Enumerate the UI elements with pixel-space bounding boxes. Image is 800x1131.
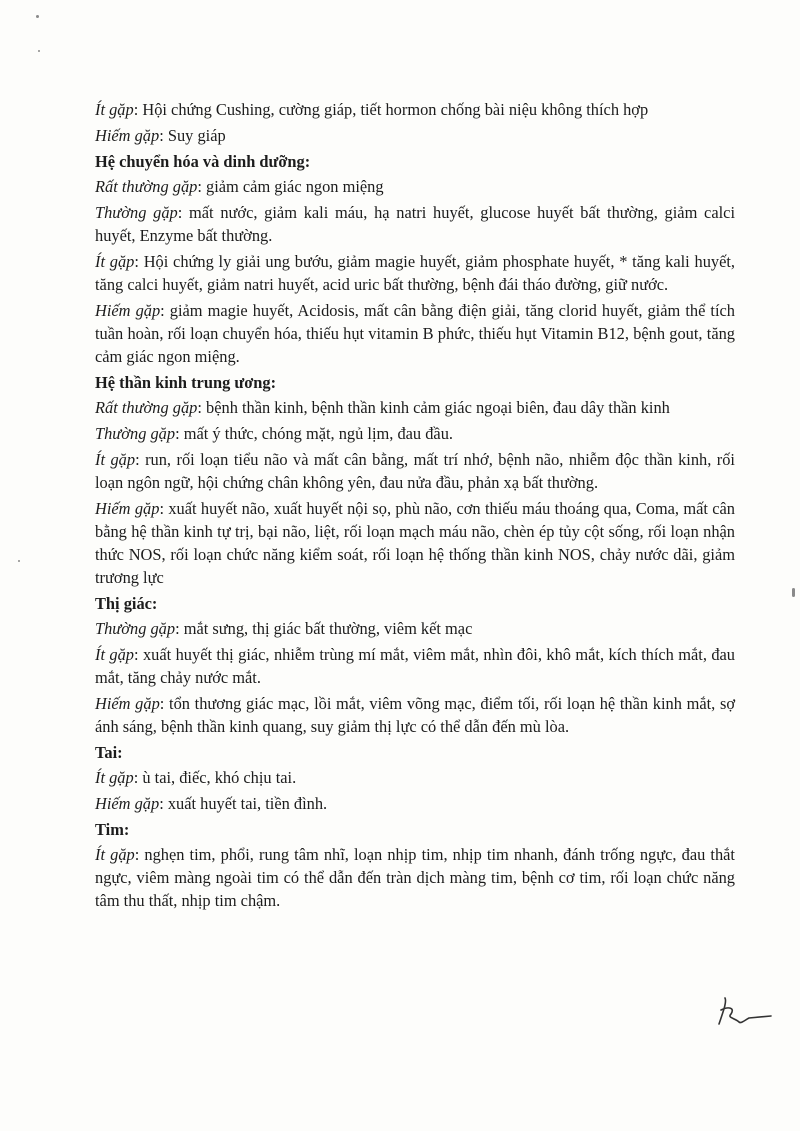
entry xyxy=(95,396,735,419)
entry-text: : giảm cảm giác ngon miệng xyxy=(197,177,384,196)
frequency-label: Ít gặp xyxy=(95,100,134,119)
entry-text: : run, rối loạn tiểu não và mất cân bằng, mất trí nhớ, bệnh não, nhiễm độc thần kinh, rối loạn ngôn ngữ, hội chứng chân không yên, đau nửa đầu, phản xạ bất thường. xyxy=(95,450,735,492)
entry xyxy=(95,250,735,296)
entry xyxy=(95,766,735,789)
entry xyxy=(95,617,735,640)
entry xyxy=(95,201,735,247)
entry-text: : ù tai, điếc, khó chịu tai. xyxy=(133,768,297,787)
section-heading: Hệ chuyển hóa và dinh dưỡng: xyxy=(95,152,311,171)
entry-text: : Hội chứng Cushing, cường giáp, tiết hormon chống bài niệu không thích hợp xyxy=(133,100,649,119)
entry xyxy=(95,643,735,689)
entry xyxy=(95,692,735,738)
frequency-label: Ít gặp xyxy=(95,450,136,469)
frequency-label: Ít gặp xyxy=(95,768,134,787)
section-heart xyxy=(95,818,735,912)
entry xyxy=(95,843,735,912)
entry-text: : mất ý thức, chóng mặt, ngủ lịm, đau đầu. xyxy=(175,424,453,443)
entry-text: : xuất huyết tai, tiền đình. xyxy=(159,794,328,813)
entry xyxy=(95,98,735,121)
scan-speck xyxy=(36,15,39,18)
entry-text: : tổn thương giác mạc, lồi mắt, viêm võng mạc, điểm tối, rối loạn hệ thần kinh mắt, sợ ánh sáng, bệnh thần kinh quang, suy giảm thị lực có thể dẫn đến mù lòa. xyxy=(95,694,736,736)
frequency-label: Hiếm gặp xyxy=(95,301,161,320)
entry-text: : mắt sưng, thị giác bất thường, viêm kết mạc xyxy=(175,619,473,638)
document-page xyxy=(95,98,735,915)
frequency-label: Ít gặp xyxy=(95,645,135,664)
entry xyxy=(95,124,735,147)
entry xyxy=(95,422,735,445)
entry-text: : xuất huyết thị giác, nhiễm trùng mí mắt, viêm mắt, nhìn đôi, khô mắt, kích thích mắt, đau mắt, tăng chảy nước mắt. xyxy=(95,645,735,687)
frequency-label: Thường gặp xyxy=(95,424,176,443)
frequency-label: Thường gặp xyxy=(95,619,176,638)
section-endocrine-continued xyxy=(95,98,735,147)
entry-text: : Hội chứng ly giải ung bướu, giảm magie huyết, giảm phosphate huyết, * tăng kali huyết, tăng calci huyết, giảm natri huyết, acid uric bất thường, bệnh đái tháo đường, giữ nước. xyxy=(95,252,736,294)
entry-text: : nghẹn tim, phổi, rung tâm nhĩ, loạn nhịp tim, nhịp tim nhanh, đánh trống ngực, đau thắt ngực, viêm màng ngoài tim có thể dẫn đến tràn dịch màng tim, bệnh cơ tim, rối loạn chức năng tâm thu thất, nhịp tim chậm. xyxy=(95,845,735,910)
section-vision xyxy=(95,592,735,738)
frequency-label: Hiếm gặp xyxy=(95,499,160,518)
frequency-label: Hiếm gặp xyxy=(95,694,160,713)
entry-text: : bệnh thần kinh, bệnh thần kinh cảm giác ngoại biên, đau dây thần kinh xyxy=(197,398,670,417)
frequency-label: Rất thường gặp xyxy=(95,177,198,196)
frequency-label: Ít gặp xyxy=(95,845,135,864)
section-heading: Hệ thần kinh trung ương: xyxy=(95,373,277,392)
entry-text: : Suy giáp xyxy=(159,126,226,145)
frequency-label: Hiếm gặp xyxy=(95,126,160,145)
frequency-label: Rất thường gặp xyxy=(95,398,198,417)
entry-text: : mất nước, giảm kali máu, hạ natri huyết, glucose huyết bất thường, giảm calci huyết, Enzyme bất thường. xyxy=(95,203,735,245)
entry-text: : giảm magie huyết, Acidosis, mất cân bằng điện giải, tăng clorid huyết, giảm thể tích tuần hoàn, rối loạn chuyển hóa, thiếu hụt vitamin B phức, thiếu hụt Vitamin B12, bệnh gout, tăng cảm giác ngon miệng. xyxy=(95,301,735,366)
entry xyxy=(95,497,735,589)
entry xyxy=(95,175,735,198)
section-heading: Thị giác: xyxy=(95,594,158,613)
scan-speck xyxy=(18,560,20,562)
section-heading: Tai: xyxy=(95,743,123,762)
section-metabolism xyxy=(95,150,735,368)
entry-text: : xuất huyết não, xuất huyết nội sọ, phù não, cơn thiếu máu thoáng qua, Coma, mất cân bằng hệ thần kinh tự trị, bại não, liệt, rối loạn mạch máu não, chèn ép tủy cột sống, rối loạn nhận thức NOS, rối loạn chức năng kiểm soát, rối loạn hệ thống thần kinh NOS, chảy nước dãi, giảm trương lực xyxy=(95,499,735,587)
signature-mark xyxy=(705,994,775,1034)
frequency-label: Hiếm gặp xyxy=(95,794,160,813)
entry xyxy=(95,299,735,368)
entry xyxy=(95,792,735,815)
frequency-label: Ít gặp xyxy=(95,252,135,271)
frequency-label: Thường gặp xyxy=(95,203,178,222)
section-cns xyxy=(95,371,735,589)
scan-speck xyxy=(38,50,40,52)
entry xyxy=(95,448,735,494)
scan-speck xyxy=(792,588,795,597)
section-heading: Tim: xyxy=(95,820,130,839)
section-ear xyxy=(95,741,735,815)
